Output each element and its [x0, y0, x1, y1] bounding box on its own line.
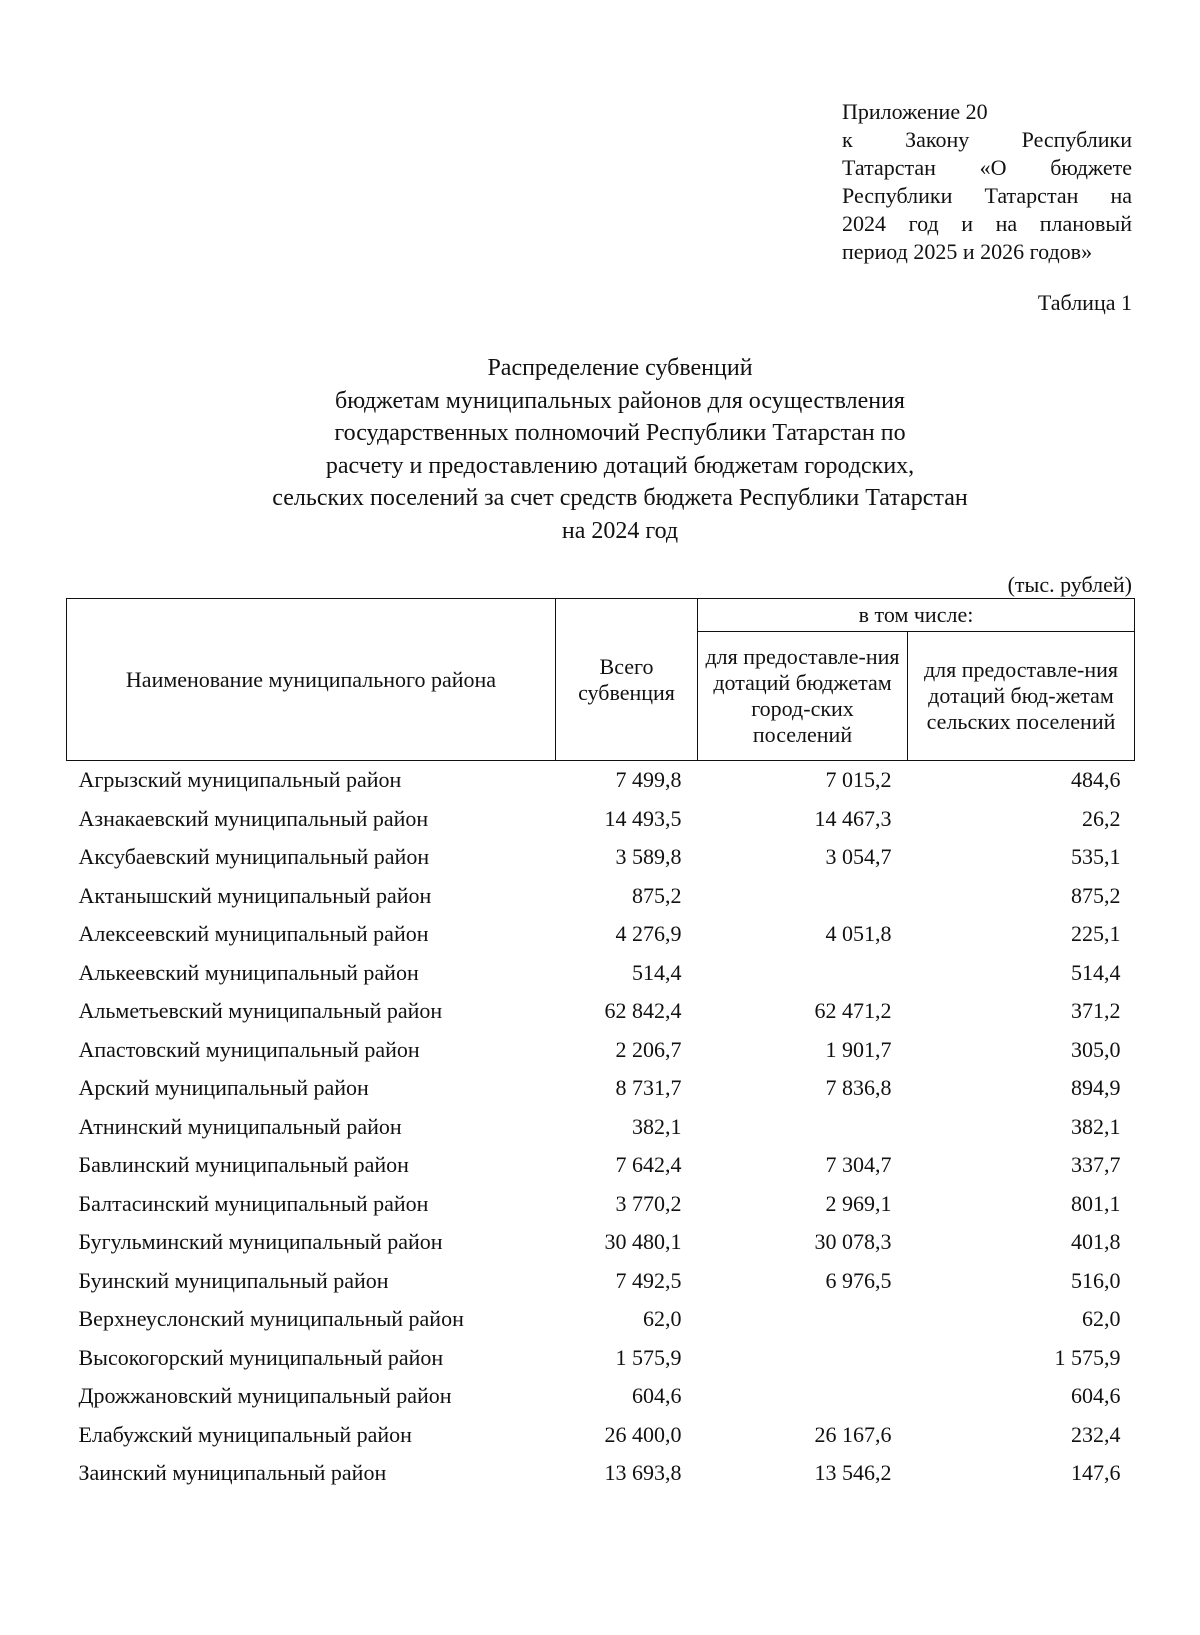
total-subvention-cell: 26 400,0: [604, 1421, 682, 1447]
title-line: на 2024 год: [561, 517, 679, 544]
urban-subsidy-cell: [698, 1300, 908, 1339]
district-name-cell: Азнакаевский муниципальный район: [78, 805, 429, 831]
table-row: [67, 1069, 1135, 1108]
table-row: [67, 1339, 1135, 1378]
urban-subsidy-cell: 4 051,8: [825, 921, 892, 947]
table-row: [67, 1377, 1135, 1416]
table-number: Таблица 1: [1037, 290, 1132, 315]
urban-subsidy-cell: 6 976,5: [825, 1267, 892, 1293]
urban-subsidy-cell: [698, 877, 908, 916]
table-row: [67, 761, 1135, 800]
table-row: [67, 1223, 1135, 1262]
header-rural-settlements: для предоставле-ния дотаций бюд-жетам сельских поселений: [908, 632, 1135, 761]
rural-subsidy-cell: 232,4: [1071, 1421, 1121, 1447]
total-subvention-cell: 62,0: [643, 1306, 682, 1332]
title-line: бюджетам муниципальных районов для осуществления: [335, 387, 905, 414]
appendix-line: период 2025 и 2026 годов»: [842, 239, 1093, 264]
district-name-cell: Актанышский муниципальный район: [78, 882, 432, 908]
appendix-line: Татарстан «О бюджете: [842, 155, 1132, 180]
total-subvention-cell: 7 642,4: [615, 1152, 682, 1178]
district-name-cell: Верхнеуслонский муниципальный район: [78, 1306, 464, 1332]
table-row: [67, 1300, 1135, 1339]
rural-subsidy-cell: 147,6: [1071, 1460, 1121, 1486]
rural-subsidy-cell: 875,2: [1071, 882, 1121, 908]
rural-subsidy-cell: 484,6: [1071, 767, 1121, 793]
appendix-reference: [842, 98, 1132, 266]
urban-subsidy-cell: [698, 954, 908, 993]
urban-subsidy-cell: 7 836,8: [825, 1075, 892, 1101]
total-subvention-cell: 30 480,1: [604, 1229, 682, 1255]
urban-subsidy-cell: [698, 1108, 908, 1147]
district-name-cell: Бавлинский муниципальный район: [78, 1152, 409, 1178]
rural-subsidy-cell: 894,9: [1071, 1075, 1121, 1101]
district-name-cell: Заинский муниципальный район: [78, 1460, 387, 1486]
rural-subsidy-cell: 516,0: [1071, 1267, 1121, 1293]
rural-subsidy-cell: 26,2: [1082, 805, 1121, 831]
total-subvention-cell: 875,2: [632, 882, 682, 908]
table-body: [67, 761, 1135, 1493]
district-name-cell: Альметьевский муниципальный район: [78, 998, 443, 1024]
district-name-cell: Алексеевский муниципальный район: [78, 921, 429, 947]
total-subvention-cell: 604,6: [632, 1383, 682, 1409]
header-urban-settlements: для предоставле-ния дотаций бюджетам город-ских поселений: [698, 632, 908, 761]
district-name-cell: Буинский муниципальный район: [78, 1267, 389, 1293]
district-name-cell: Алькеевский муниципальный район: [78, 959, 419, 985]
total-subvention-cell: 3 770,2: [615, 1190, 682, 1216]
header-district-name: Наименование муниципального района: [67, 599, 556, 761]
appendix-line: к Закону Республики: [842, 127, 1132, 152]
rural-subsidy-cell: 382,1: [1071, 1113, 1121, 1139]
header-total-subvention: Всего субвенция: [556, 599, 698, 761]
title-line: государственных полномочий Республики Татарстан по: [334, 420, 906, 446]
district-name-cell: Высокогорский муниципальный район: [78, 1344, 444, 1370]
total-subvention-cell: 7 492,5: [615, 1267, 682, 1293]
title-line: расчету и предоставлению дотаций бюджетам городских,: [325, 452, 915, 479]
table-row: [67, 1031, 1135, 1070]
table-row: [67, 800, 1135, 839]
rural-subsidy-cell: 225,1: [1071, 921, 1121, 947]
rural-subsidy-cell: 371,2: [1071, 998, 1121, 1024]
table-row: [67, 1416, 1135, 1455]
total-subvention-cell: 382,1: [632, 1113, 682, 1139]
table-row: [67, 992, 1135, 1031]
total-subvention-cell: 8 731,7: [615, 1075, 682, 1101]
total-subvention-cell: 7 499,8: [615, 767, 682, 793]
table-row: [67, 915, 1135, 954]
rural-subsidy-cell: 401,8: [1071, 1229, 1121, 1255]
rural-subsidy-cell: 535,1: [1071, 844, 1121, 870]
urban-subsidy-cell: 30 078,3: [814, 1229, 892, 1255]
subvention-table: [66, 598, 1135, 1493]
urban-subsidy-cell: 2 969,1: [825, 1190, 892, 1216]
urban-subsidy-cell: 13 546,2: [814, 1460, 892, 1486]
appendix-line: Республики Татарстан на: [842, 183, 1132, 208]
units-label: (тыс. рублей): [1007, 572, 1132, 597]
total-subvention-cell: 1 575,9: [615, 1344, 682, 1370]
district-name-cell: Бугульминский муниципальный район: [78, 1229, 443, 1255]
total-subvention-cell: 62 842,4: [604, 998, 682, 1024]
urban-subsidy-cell: 1 901,7: [825, 1036, 892, 1062]
district-name-cell: Елабужский муниципальный район: [78, 1421, 412, 1447]
table-row: [67, 1262, 1135, 1301]
district-name-cell: Арский муниципальный район: [78, 1075, 369, 1101]
rural-subsidy-cell: 1 575,9: [1054, 1344, 1121, 1370]
rural-subsidy-cell: 337,7: [1071, 1152, 1121, 1178]
urban-subsidy-cell: [698, 1339, 908, 1378]
table-row: [67, 838, 1135, 877]
total-subvention-cell: 2 206,7: [615, 1036, 682, 1062]
table-row: [67, 1108, 1135, 1147]
district-name-cell: Агрызский муниципальный район: [78, 767, 402, 793]
appendix-line: 2024 год и на плановый: [842, 211, 1132, 236]
rural-subsidy-cell: 604,6: [1071, 1383, 1121, 1409]
urban-subsidy-cell: 7 015,2: [825, 767, 892, 793]
rural-subsidy-cell: 514,4: [1071, 959, 1121, 985]
table-row: [67, 1185, 1135, 1224]
table-row: [67, 877, 1135, 916]
rural-subsidy-cell: 801,1: [1071, 1190, 1121, 1216]
district-name-cell: Балтасинский муниципальный район: [78, 1190, 429, 1216]
title-line: сельских поселений за счет средств бюджета Республики Татарстан: [272, 485, 968, 511]
urban-subsidy-cell: 26 167,6: [814, 1421, 892, 1447]
document-title: [0, 352, 1200, 547]
table-row: [67, 954, 1135, 993]
total-subvention-cell: 14 493,5: [604, 805, 682, 831]
district-name-cell: Апастовский муниципальный район: [78, 1036, 420, 1062]
district-name-cell: Аксубаевский муниципальный район: [78, 844, 430, 870]
title-line: Распределение субвенций: [487, 355, 753, 381]
rural-subsidy-cell: 305,0: [1071, 1036, 1121, 1062]
district-name-cell: Атнинский муниципальный район: [78, 1113, 402, 1139]
urban-subsidy-cell: 3 054,7: [825, 844, 892, 870]
rural-subsidy-cell: 62,0: [1082, 1306, 1121, 1332]
table-row: [67, 1454, 1135, 1493]
urban-subsidy-cell: [698, 1377, 908, 1416]
table-row: [67, 1146, 1135, 1185]
total-subvention-cell: 514,4: [632, 959, 682, 985]
urban-subsidy-cell: 7 304,7: [825, 1152, 892, 1178]
total-subvention-cell: 13 693,8: [604, 1460, 682, 1486]
district-name-cell: Дрожжановский муниципальный район: [78, 1383, 452, 1409]
appendix-line: Приложение 20: [842, 99, 988, 124]
urban-subsidy-cell: 14 467,3: [814, 805, 892, 831]
urban-subsidy-cell: 62 471,2: [814, 998, 892, 1024]
total-subvention-cell: 4 276,9: [615, 921, 682, 947]
header-including: в том числе:: [698, 599, 1135, 632]
total-subvention-cell: 3 589,8: [615, 844, 682, 870]
